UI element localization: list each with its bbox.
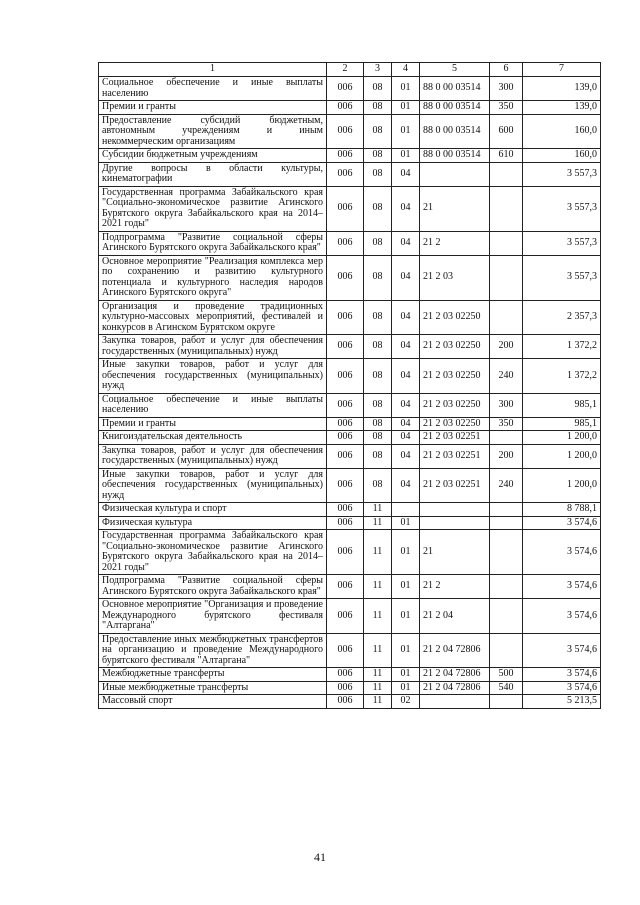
- section-code-cell: 08: [364, 114, 392, 149]
- expense-type-cell: 600: [490, 114, 523, 149]
- item-name-cell: Основное мероприятие "Реализация комплекса мер по сохранению и развитию культурного потенциала и культурного наследия народов Агинского Бурятского округа": [99, 255, 327, 300]
- expense-type-cell: 200: [490, 335, 523, 359]
- admin-code-cell: 006: [327, 114, 364, 149]
- expense-type-cell: [490, 255, 523, 300]
- admin-code-cell: 006: [327, 77, 364, 101]
- amount-cell: 3 574,6: [523, 530, 601, 575]
- section-code-cell: 08: [364, 162, 392, 186]
- subsection-code-cell: 04: [392, 359, 420, 394]
- target-article-cell: 21 2 03 02250: [420, 335, 490, 359]
- table-header-row: [99, 63, 601, 77]
- subsection-code-cell: 04: [392, 300, 420, 335]
- expense-type-cell: 350: [490, 417, 523, 431]
- amount-cell: 2 357,3: [523, 300, 601, 335]
- section-code-cell: 08: [364, 231, 392, 255]
- item-name-cell: Государственная программа Забайкальского края "Социально-экономическое развитие Агинского Бурятского округа Забайкальского края на 2014–2021 годы": [99, 530, 327, 575]
- amount-cell: 1 200,0: [523, 468, 601, 503]
- expense-type-cell: [490, 431, 523, 445]
- item-name-cell: Закупка товаров, работ и услуг для обеспечения государственных (муниципальных) нужд: [99, 444, 327, 468]
- expense-type-cell: [490, 599, 523, 634]
- table-row: [99, 599, 601, 634]
- target-article-cell: 21 2 03 02251: [420, 431, 490, 445]
- item-name-cell: Книгоиздательская деятельность: [99, 431, 327, 445]
- item-name-cell: Массовый спорт: [99, 695, 327, 709]
- amount-cell: 8 788,1: [523, 503, 601, 517]
- item-name-cell: Подпрограмма "Развитие социальной сферы Агинского Бурятского округа Забайкальского края": [99, 575, 327, 599]
- table-row: [99, 114, 601, 149]
- admin-code-cell: 006: [327, 335, 364, 359]
- admin-code-cell: 006: [327, 681, 364, 695]
- table-body: [99, 77, 601, 709]
- table-row: [99, 468, 601, 503]
- target-article-cell: 21 2 03 02250: [420, 417, 490, 431]
- subsection-code-cell: 04: [392, 444, 420, 468]
- target-article-cell: 21 2 04 72806: [420, 681, 490, 695]
- table-row: [99, 444, 601, 468]
- table-row: [99, 668, 601, 682]
- admin-code-cell: 006: [327, 468, 364, 503]
- table-row: [99, 417, 601, 431]
- item-name-cell: Государственная программа Забайкальского края "Социально-экономическое развитие Агинского Бурятского округа Забайкальского края на 2014–2021 годы": [99, 186, 327, 231]
- amount-cell: 3 574,6: [523, 668, 601, 682]
- item-name-cell: Подпрограмма "Развитие социальной сферы Агинского Бурятского округа Забайкальского края": [99, 231, 327, 255]
- expense-type-cell: [490, 503, 523, 517]
- item-name-cell: Другие вопросы в области культуры, кинематографии: [99, 162, 327, 186]
- item-name-cell: Физическая культура: [99, 516, 327, 530]
- section-code-cell: 08: [364, 431, 392, 445]
- target-article-cell: 21 2 04: [420, 599, 490, 634]
- admin-code-cell: 006: [327, 255, 364, 300]
- subsection-code-cell: 01: [392, 149, 420, 163]
- amount-cell: 985,1: [523, 417, 601, 431]
- target-article-cell: 21 2 03: [420, 255, 490, 300]
- section-code-cell: 11: [364, 503, 392, 517]
- admin-code-cell: 006: [327, 695, 364, 709]
- section-code-cell: 11: [364, 575, 392, 599]
- section-code-cell: 11: [364, 681, 392, 695]
- admin-code-cell: 006: [327, 162, 364, 186]
- amount-cell: 160,0: [523, 114, 601, 149]
- section-code-cell: 11: [364, 599, 392, 634]
- table-row: [99, 516, 601, 530]
- admin-code-cell: 006: [327, 503, 364, 517]
- target-article-cell: [420, 695, 490, 709]
- admin-code-cell: 006: [327, 668, 364, 682]
- item-name-cell: Физическая культура и спорт: [99, 503, 327, 517]
- expense-type-cell: [490, 516, 523, 530]
- subsection-code-cell: 01: [392, 681, 420, 695]
- subsection-code-cell: 01: [392, 516, 420, 530]
- section-code-cell: 08: [364, 149, 392, 163]
- target-article-cell: 88 0 00 03514: [420, 114, 490, 149]
- amount-cell: 5 213,5: [523, 695, 601, 709]
- table-row: [99, 77, 601, 101]
- amount-cell: 139,0: [523, 77, 601, 101]
- admin-code-cell: 006: [327, 530, 364, 575]
- item-name-cell: Межбюджетные трансферты: [99, 668, 327, 682]
- item-name-cell: Иные закупки товаров, работ и услуг для обеспечения государственных (муниципальных) нужд: [99, 468, 327, 503]
- admin-code-cell: 006: [327, 431, 364, 445]
- subsection-code-cell: 02: [392, 695, 420, 709]
- subsection-code-cell: 01: [392, 530, 420, 575]
- section-code-cell: 11: [364, 516, 392, 530]
- target-article-cell: 21 2: [420, 231, 490, 255]
- subsection-code-cell: 04: [392, 431, 420, 445]
- section-code-cell: 08: [364, 186, 392, 231]
- subsection-code-cell: [392, 503, 420, 517]
- table-row: [99, 186, 601, 231]
- subsection-code-cell: 04: [392, 162, 420, 186]
- amount-cell: 3 557,3: [523, 186, 601, 231]
- section-code-cell: 11: [364, 633, 392, 668]
- table-row: [99, 503, 601, 517]
- section-code-cell: 08: [364, 444, 392, 468]
- item-name-cell: Организация и проведение традиционных культурно-массовых мероприятий, фестивалей и конкурсов в Агинском Бурятском округе: [99, 300, 327, 335]
- subsection-code-cell: 04: [392, 255, 420, 300]
- admin-code-cell: 006: [327, 575, 364, 599]
- target-article-cell: 21: [420, 530, 490, 575]
- expense-type-cell: 610: [490, 149, 523, 163]
- section-code-cell: 08: [364, 300, 392, 335]
- item-name-cell: Премии и гранты: [99, 101, 327, 115]
- item-name-cell: Предоставление субсидий бюджетным, автономным учреждениям и иным некоммерческим организациям: [99, 114, 327, 149]
- amount-cell: 1 200,0: [523, 444, 601, 468]
- column-header: 5: [420, 63, 490, 77]
- subsection-code-cell: 04: [392, 417, 420, 431]
- column-header: 1: [99, 63, 327, 77]
- item-name-cell: Субсидии бюджетным учреждениям: [99, 149, 327, 163]
- expense-type-cell: 300: [490, 393, 523, 417]
- amount-cell: 3 574,6: [523, 681, 601, 695]
- table-row: [99, 633, 601, 668]
- expense-type-cell: [490, 186, 523, 231]
- target-article-cell: 21 2 03 02250: [420, 359, 490, 394]
- target-article-cell: 88 0 00 03514: [420, 149, 490, 163]
- expense-type-cell: [490, 695, 523, 709]
- admin-code-cell: 006: [327, 359, 364, 394]
- target-article-cell: 88 0 00 03514: [420, 77, 490, 101]
- subsection-code-cell: 01: [392, 668, 420, 682]
- table-row: [99, 255, 601, 300]
- expense-type-cell: 200: [490, 444, 523, 468]
- table-row: [99, 393, 601, 417]
- table-row: [99, 359, 601, 394]
- table-row: [99, 231, 601, 255]
- subsection-code-cell: 04: [392, 186, 420, 231]
- item-name-cell: Социальное обеспечение и иные выплаты населению: [99, 393, 327, 417]
- amount-cell: 3 574,6: [523, 599, 601, 634]
- amount-cell: 985,1: [523, 393, 601, 417]
- section-code-cell: 11: [364, 668, 392, 682]
- admin-code-cell: 006: [327, 149, 364, 163]
- target-article-cell: 21 2: [420, 575, 490, 599]
- admin-code-cell: 006: [327, 300, 364, 335]
- subsection-code-cell: 01: [392, 575, 420, 599]
- admin-code-cell: 006: [327, 599, 364, 634]
- subsection-code-cell: 04: [392, 335, 420, 359]
- column-header: 4: [392, 63, 420, 77]
- section-code-cell: 08: [364, 468, 392, 503]
- item-name-cell: Закупка товаров, работ и услуг для обеспечения государственных (муниципальных) нужд: [99, 335, 327, 359]
- section-code-cell: 08: [364, 359, 392, 394]
- target-article-cell: 21 2 04 72806: [420, 668, 490, 682]
- amount-cell: 3 557,3: [523, 255, 601, 300]
- subsection-code-cell: 01: [392, 599, 420, 634]
- target-article-cell: 21 2 03 02251: [420, 468, 490, 503]
- item-name-cell: Основное мероприятие "Организация и проведение Международного бурятского фестиваля "Алтаргана": [99, 599, 327, 634]
- section-code-cell: 08: [364, 255, 392, 300]
- table-row: [99, 431, 601, 445]
- table-row: [99, 101, 601, 115]
- admin-code-cell: 006: [327, 393, 364, 417]
- section-code-cell: 11: [364, 695, 392, 709]
- section-code-cell: 08: [364, 101, 392, 115]
- amount-cell: 3 574,6: [523, 575, 601, 599]
- table-row: [99, 335, 601, 359]
- expense-type-cell: 240: [490, 468, 523, 503]
- target-article-cell: 21 2 03 02250: [420, 300, 490, 335]
- amount-cell: 1 200,0: [523, 431, 601, 445]
- amount-cell: 3 574,6: [523, 633, 601, 668]
- table-row: [99, 162, 601, 186]
- section-code-cell: 08: [364, 393, 392, 417]
- admin-code-cell: 006: [327, 231, 364, 255]
- expense-type-cell: [490, 300, 523, 335]
- column-header: 2: [327, 63, 364, 77]
- subsection-code-cell: 01: [392, 101, 420, 115]
- section-code-cell: 08: [364, 77, 392, 101]
- table-row: [99, 695, 601, 709]
- admin-code-cell: 006: [327, 516, 364, 530]
- target-article-cell: [420, 503, 490, 517]
- column-header: 7: [523, 63, 601, 77]
- section-code-cell: 08: [364, 335, 392, 359]
- expense-type-cell: 540: [490, 681, 523, 695]
- subsection-code-cell: 04: [392, 393, 420, 417]
- expense-type-cell: [490, 231, 523, 255]
- target-article-cell: 21 2 03 02251: [420, 444, 490, 468]
- section-code-cell: 11: [364, 530, 392, 575]
- target-article-cell: [420, 162, 490, 186]
- amount-cell: 3 557,3: [523, 162, 601, 186]
- expense-type-cell: [490, 162, 523, 186]
- expense-type-cell: 300: [490, 77, 523, 101]
- expense-type-cell: [490, 633, 523, 668]
- expense-type-cell: [490, 575, 523, 599]
- expense-type-cell: 240: [490, 359, 523, 394]
- admin-code-cell: 006: [327, 101, 364, 115]
- target-article-cell: 88 0 00 03514: [420, 101, 490, 115]
- item-name-cell: Иные межбюджетные трансферты: [99, 681, 327, 695]
- amount-cell: 160,0: [523, 149, 601, 163]
- item-name-cell: Премии и гранты: [99, 417, 327, 431]
- target-article-cell: 21 2 04 72806: [420, 633, 490, 668]
- page-number: 41: [314, 850, 326, 864]
- expense-type-cell: 500: [490, 668, 523, 682]
- admin-code-cell: 006: [327, 417, 364, 431]
- column-header: 6: [490, 63, 523, 77]
- subsection-code-cell: 04: [392, 231, 420, 255]
- table-row: [99, 149, 601, 163]
- budget-table: [98, 62, 601, 709]
- item-name-cell: Социальное обеспечение и иные выплаты населению: [99, 77, 327, 101]
- column-header: 3: [364, 63, 392, 77]
- subsection-code-cell: 01: [392, 77, 420, 101]
- table-row: [99, 530, 601, 575]
- subsection-code-cell: 01: [392, 114, 420, 149]
- amount-cell: 3 574,6: [523, 516, 601, 530]
- subsection-code-cell: 01: [392, 633, 420, 668]
- target-article-cell: 21: [420, 186, 490, 231]
- amount-cell: 3 557,3: [523, 231, 601, 255]
- table-row: [99, 681, 601, 695]
- admin-code-cell: 006: [327, 444, 364, 468]
- table-row: [99, 575, 601, 599]
- item-name-cell: Иные закупки товаров, работ и услуг для обеспечения государственных (муниципальных) нужд: [99, 359, 327, 394]
- expense-type-cell: 350: [490, 101, 523, 115]
- amount-cell: 139,0: [523, 101, 601, 115]
- expense-type-cell: [490, 530, 523, 575]
- target-article-cell: 21 2 03 02250: [420, 393, 490, 417]
- target-article-cell: [420, 516, 490, 530]
- section-code-cell: 08: [364, 417, 392, 431]
- amount-cell: 1 372,2: [523, 335, 601, 359]
- admin-code-cell: 006: [327, 186, 364, 231]
- item-name-cell: Предоставление иных межбюджетных трансфертов на организацию и проведение Международного бурятского фестиваля "Алтаргана": [99, 633, 327, 668]
- table-row: [99, 300, 601, 335]
- subsection-code-cell: 04: [392, 468, 420, 503]
- admin-code-cell: 006: [327, 633, 364, 668]
- amount-cell: 1 372,2: [523, 359, 601, 394]
